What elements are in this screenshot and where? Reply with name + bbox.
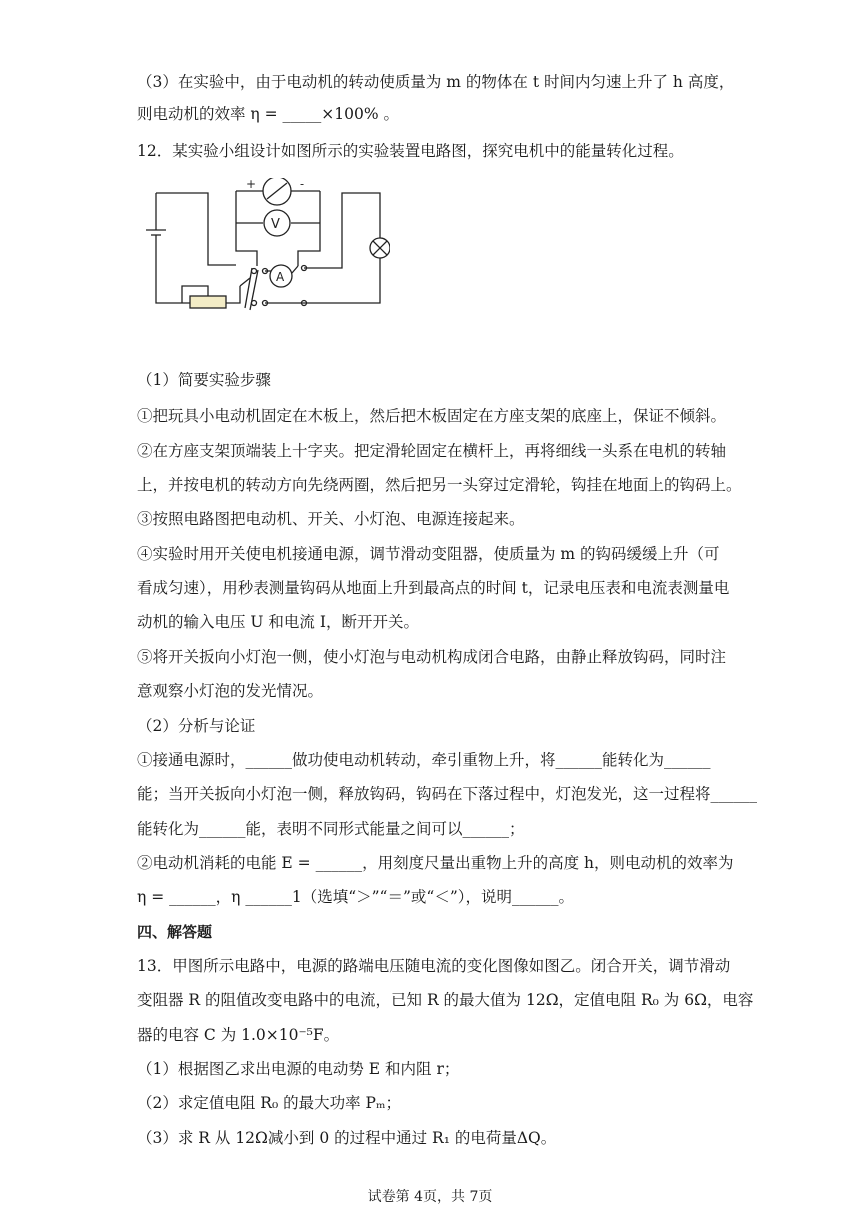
step-1: ①把玩具小电动机固定在木板上，然后把木板固定在方座支架的底座上，保证不倾斜。 [137,407,727,425]
line-q11-3a: （3）在实验中，由于电动机的转动使质量为 m 的物体在 t 时间内匀速上升了 h 高度， [137,73,735,91]
step-4b: 看成匀速），用秒表测量钩码从地面上升到最高点的时间 t，记录电压表和电流表测量电 [137,579,730,597]
analysis-2b: η = ______，η ______1（选填“＞”“＝”或“＜”），说明______。 [137,888,574,906]
circuit-diagram [140,178,390,328]
question-13b: 变阻器 R 的阻值改变电路中的电流，已知 R 的最大值为 12Ω，定值电阻 R₀ 为 6Ω，电容 [137,991,754,1009]
question-13c: 器的电容 C 为 1.0×10⁻⁵F。 [137,1026,340,1044]
analysis-1a: ①接通电源时，______做功使电动机转动，牵引重物上升，将______能转化为______ [137,751,711,769]
section-heading: 四、解答题 [137,923,213,941]
step-2b: 上，并按电机的转动方向先绕两圈，然后把另一头穿过定滑轮，钩挂在地面上的钩码上。 [137,476,742,494]
step-4a: ④实验时用开关使电机接通电源，调节滑动变阻器，使质量为 m 的钩码缓缓上升（可 [137,545,720,563]
ammeter-label: A [276,270,285,284]
step-4c: 动机的输入电压 U 和电流 I，断开开关。 [137,613,419,631]
question-12-title: 12．某实验小组设计如图所示的实验装置电路图，探究电机中的能量转化过程。 [137,142,684,160]
question-13-part1: （1）根据图乙求出电源的电动势 E 和内阻 r； [137,1060,460,1078]
line-q11-3b: 则电动机的效率 η = _____×100% 。 [137,105,400,123]
step-5a: ⑤将开关扳向小灯泡一侧，使小灯泡与电动机构成闭合电路，由静止释放钩码，同时注 [137,648,727,666]
motor-plus-sign: + [246,178,257,191]
step-3: ③按照电路图把电动机、开关、小灯泡、电源连接起来。 [137,510,525,528]
step-2a: ②在方座支架顶端装上十字夹。把定滑轮固定在横杆上，再将细线一头系在电机的转轴 [137,442,727,460]
motor-minus-sign: - [300,178,305,191]
voltmeter-label: V [271,217,280,232]
steps-heading: （1）简要实验步骤 [137,371,271,389]
analysis-1c: 能转化为______能，表明不同形式能量之间可以______； [137,820,525,838]
question-13a: 13．甲图所示电路中，电源的路端电压随电流的变化图像如图乙。闭合开关，调节滑动 [137,957,731,975]
page-footer: 试卷第 4页，共 7页 [367,1189,493,1205]
question-13-part3: （3）求 R 从 12Ω减小到 0 的过程中通过 R₁ 的电荷量ΔQ。 [137,1129,557,1147]
analysis-heading: （2）分析与论证 [137,717,256,735]
question-13-part2: （2）求定值电阻 R₀ 的最大功率 Pₘ； [137,1094,401,1112]
step-5b: 意观察小灯泡的发光情况。 [137,682,324,700]
analysis-2a: ②电动机消耗的电能 E = ______，用刻度尺量出重物上升的高度 h，则电动机的效率为 [137,854,734,872]
analysis-1b: 能；当开关扳向小灯泡一侧，释放钩码，钩码在下落过程中，灯泡发光，这一过程将______ [137,785,758,803]
